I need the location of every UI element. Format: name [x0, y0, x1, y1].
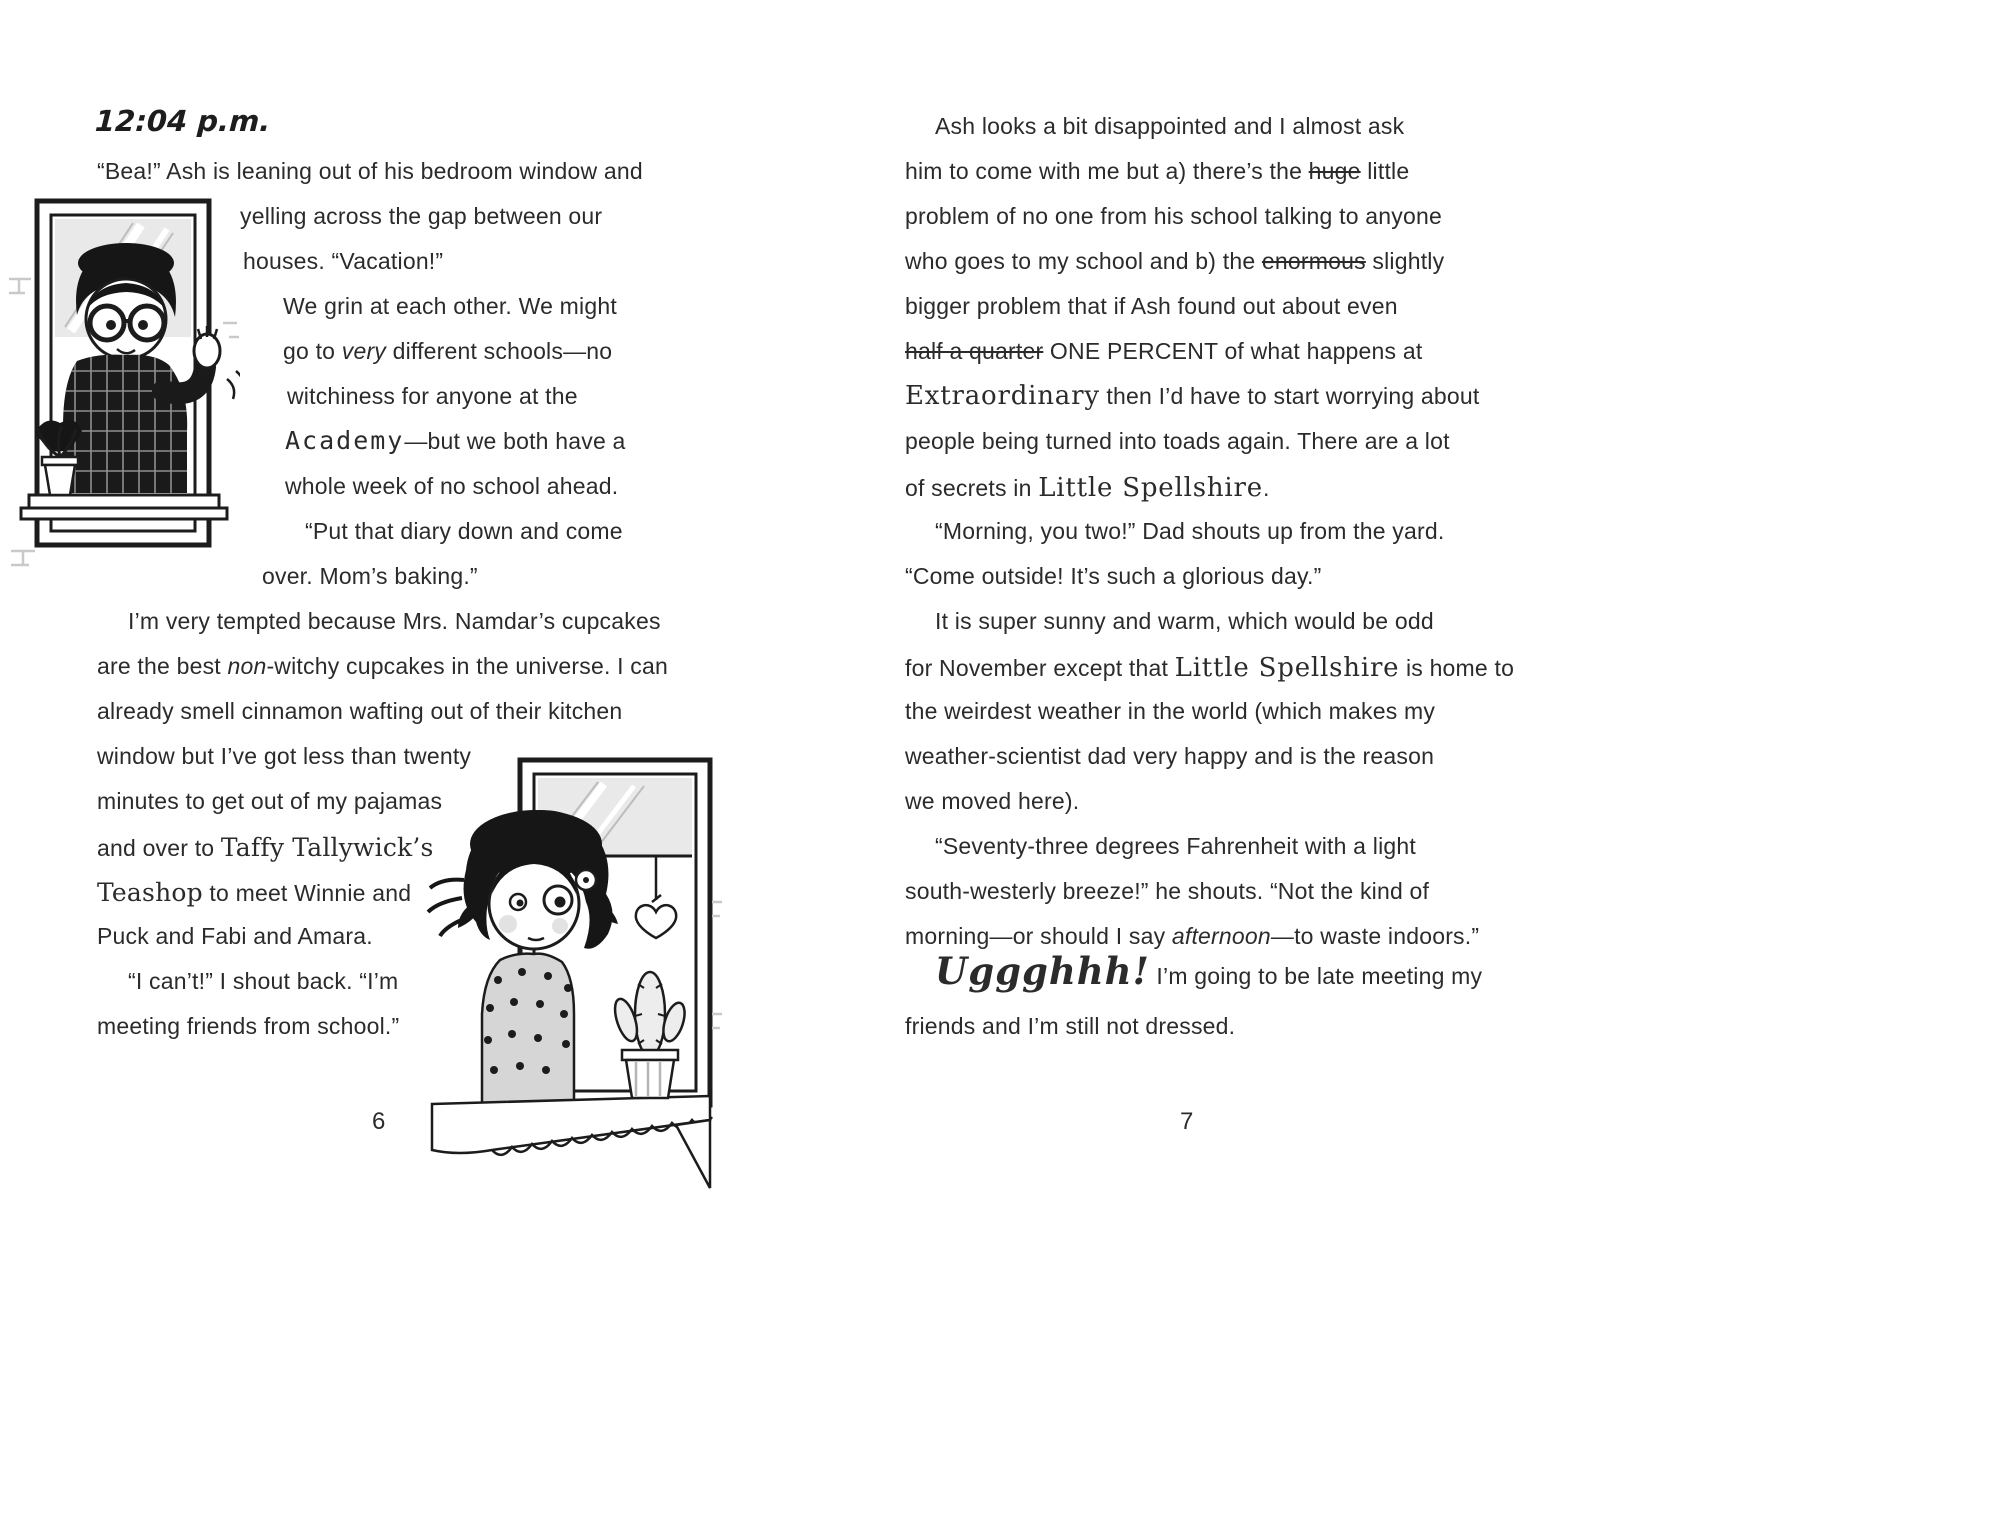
text-segment: “Bea!” Ash is leaning out of his bedroom window and [97, 158, 643, 184]
text-segment: It is super sunny and warm, which would be odd [935, 608, 1434, 634]
text-segment: whole week of no school ahead. [285, 473, 619, 499]
text-line [935, 520, 1444, 543]
text-line [905, 700, 1435, 723]
text-segment: morning—or should I say [905, 923, 1172, 949]
text-segment: witchiness for anyone at the [287, 383, 578, 409]
text-segment: friends and I’m still not dressed. [905, 1013, 1236, 1039]
text-line [905, 430, 1450, 453]
text-segment: Ash looks a bit disappointed and I almost ask [935, 113, 1405, 139]
text-segment: window but I’ve got less than twenty [97, 743, 472, 769]
text-segment: him to come with me but a) there’s the [905, 158, 1309, 184]
text-segment-fancy-font: Little Spellshire [1038, 473, 1263, 503]
text-segment-strikethrough: half a quarter [905, 338, 1044, 364]
text-segment: bigger problem that if Ash found out about even [905, 293, 1398, 319]
text-segment: houses. “Vacation!” [243, 248, 444, 274]
text-segment-teashop-font: Teashop [97, 878, 203, 907]
text-segment-fancy-font: Little Spellshire [1174, 653, 1400, 683]
text-line [905, 475, 1270, 501]
text-segment: then I’d have to start worrying about [1099, 383, 1480, 409]
text-line [935, 835, 1416, 858]
text-segment: ONE PERCENT of what happens at [1043, 338, 1423, 364]
text-line [905, 295, 1398, 318]
text-segment-exclamation-large: Uggghhh! [935, 949, 1150, 993]
text-segment: are the best [97, 653, 228, 679]
text-segment: Puck and Fabi and Amara. [97, 923, 373, 949]
text-segment: I’m very tempted because Mrs. Namdar’s cupcakes [128, 608, 661, 634]
text-segment-academy-font: Academy [285, 426, 405, 455]
text-segment-italic: afternoon [1171, 923, 1271, 949]
text-segment: —but we both have a [404, 428, 626, 454]
text-segment: I’m going to be late meeting my [1149, 963, 1483, 989]
text-segment: of secrets in [905, 475, 1039, 501]
text-line [905, 1015, 1235, 1038]
text-segment: to meet Winnie and [202, 880, 412, 906]
text-line [905, 565, 1321, 588]
text-segment: “Morning, you two!” Dad shouts up from the yard. [935, 518, 1445, 544]
text-segment: “I can’t!” I shout back. “I’m [128, 968, 399, 994]
text-line [905, 880, 1429, 903]
text-segment: people being turned into toads again. There are a lot [905, 428, 1450, 454]
text-line [905, 383, 1479, 409]
text-segment-italic: non [227, 653, 267, 679]
text-segment: slightly [1365, 248, 1445, 274]
text-segment: for November except that [905, 655, 1175, 681]
text-segment: problem of no one from his school talking to anyone [905, 203, 1442, 229]
text-line [905, 340, 1422, 363]
text-line [905, 250, 1444, 273]
text-line [935, 610, 1434, 633]
text-segment: already smell cinnamon wafting out of their kitchen [97, 698, 623, 724]
text-segment: meeting friends from school.” [97, 1013, 400, 1039]
text-segment: south-westerly breeze!” he shouts. “Not the kind of [905, 878, 1430, 904]
text-segment: go to [283, 338, 342, 364]
text-line [905, 790, 1079, 813]
text-segment: “Put that diary down and come [305, 518, 623, 544]
text-segment: the weirdest weather in the world (which makes my [905, 698, 1436, 724]
time-header: 12:04 p.m. [94, 104, 272, 138]
text-segment: —to waste indoors.” [1270, 923, 1480, 949]
text-segment: minutes to get out of my pajamas [97, 788, 443, 814]
text-segment: we moved here). [905, 788, 1080, 814]
text-segment: is home to [1399, 655, 1515, 681]
text-line [905, 745, 1434, 768]
text-segment: different schools—no [386, 338, 613, 364]
text-segment: “Seventy-three degrees Fahrenheit with a light [935, 833, 1416, 859]
text-line [935, 949, 1483, 993]
text-line [905, 205, 1442, 228]
text-line [905, 655, 1514, 681]
text-segment-strikethrough: enormous [1261, 248, 1366, 274]
text-segment: We grin at each other. We might [283, 293, 617, 319]
text-line [905, 925, 1479, 948]
text-segment: “Come outside! It’s such a glorious day.” [905, 563, 1322, 589]
text-segment: -witchy cupcakes in the universe. I can [266, 653, 668, 679]
text-segment: yelling across the gap between our [240, 203, 603, 229]
text-segment-italic: very [341, 338, 387, 364]
text-segment: . [1262, 475, 1270, 501]
text-segment: and over to [97, 835, 221, 861]
text-segment: little [1360, 158, 1410, 184]
text-segment: who goes to my school and b) the [905, 248, 1262, 274]
page-number-left: 6 [372, 1108, 386, 1135]
text-segment: over. Mom’s baking.” [262, 563, 478, 589]
text-segment: weather-scientist dad very happy and is the reason [905, 743, 1435, 769]
text-segment-teashop-font: Taffy Tallywick’s [220, 833, 434, 862]
text-segment-strikethrough: huge [1308, 158, 1361, 184]
text-line [935, 115, 1404, 138]
text-segment-fancy-font: Extraordinary [905, 381, 1100, 411]
text-line [905, 160, 1409, 183]
page-number-right: 7 [1180, 1108, 1194, 1135]
